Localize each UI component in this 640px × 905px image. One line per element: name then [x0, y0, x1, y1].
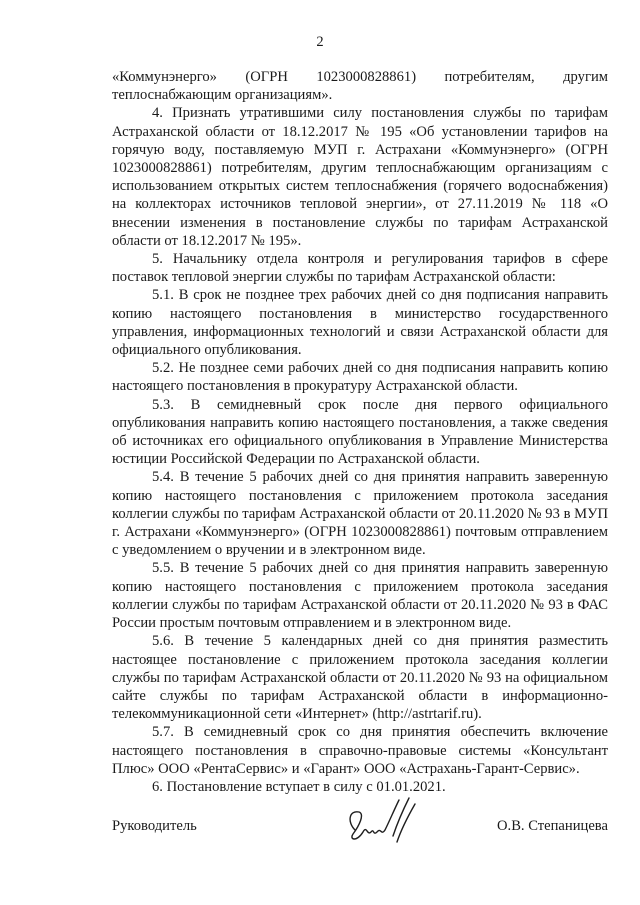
page-number: 2: [316, 34, 324, 50]
signature-block: [112, 810, 608, 860]
paragraph-continuation: «Коммунэнерго» (ОГРН 1023000828861) потребителям, другим теплоснабжающим организациям».: [112, 69, 608, 104]
paragraph-5-2: 5.2. Не позднее семи рабочих дней со дня подписания направить копию настоящего постановления в прокуратуру Астраханской области.: [112, 360, 608, 395]
document-body: [112, 68, 608, 796]
signatory-name: О.В. Степаницева: [497, 818, 608, 834]
paragraph-5-3: 5.3. В семидневный срок после дня первого официального опубликования направить копию настоящего постановления, а также сведения об источниках его официального опубликования в Управление Министерства юстиции Российской Федерации по Астраханской области.: [112, 396, 608, 468]
handwritten-signature: [337, 792, 427, 852]
paragraph-5: 5. Начальнику отдела контроля и регулирования тарифов в сфере поставок тепловой энергии службы по тарифам Астраханской области:: [112, 251, 608, 286]
paragraph-4: 4. Признать утратившими силу постановления службы по тарифам Астраханской области от 18.12.2017 № 195 «Об установлении тарифов на горячую воду, поставляемую МУП г. Астрахани «Коммунэнерго» (ОГРН 1023000828861) потребителям, другим теплоснабжающим организациям с использованием открытых систем теплоснабжения (горячего водоснабжения) на коллекторах источников тепловой энергии», от 27.11.2019 № 118 «О внесении изменения в постановление службы по тарифам Астраханской области от 18.12.2017 № 195».: [112, 105, 608, 249]
paragraph-5-1: 5.1. В срок не позднее трех рабочих дней со дня подписания направить копию настоящего постановления в министерство государственного управления, информационных технологий и связи Астраханской области для официального опубликования.: [112, 287, 608, 359]
paragraph-5-5: 5.5. В течение 5 рабочих дней со дня принятия направить заверенную копию настоящего постановления с приложением протокола заседания коллегии службы по тарифам Астраханской области от 20.11.2020 № 93 в ФАС России простым почтовым отправлением и в электронном виде.: [112, 560, 608, 632]
paragraph-5-6: 5.6. В течение 5 календарных дней со дня принятия разместить настоящее постановление с приложением протокола заседания коллегии службы по тарифам Астраханской области от 20.11.2020 № 93 на официальном сайте службы по тарифам Астраханской области в информационно-телекоммуникационной сети «Интернет» (http://astrtarif.ru).: [112, 633, 608, 723]
signatory-position: Руководитель: [112, 818, 197, 834]
paragraph-5-7: 5.7. В семидневный срок со дня принятия обеспечить включение настоящего постановления в справочно-правовые системы «Консультант Плюс» ООО «РентаСервис» и «Гарант» ООО «Астрахань-Гарант-Сервис».: [112, 724, 608, 777]
paragraph-5-4: 5.4. В течение 5 рабочих дней со дня принятия направить заверенную копию настоящего постановления с приложением протокола заседания коллегии службы по тарифам Астраханской области от 20.11.2020 № 93 в МУП г. Астрахани «Коммунэнерго» (ОГРН 1023000828861) почтовым отправлением с уведомлением о вручении и в электронном виде.: [112, 469, 608, 559]
paragraph-6: 6. Постановление вступает в силу с 01.01.2021.: [152, 778, 446, 795]
